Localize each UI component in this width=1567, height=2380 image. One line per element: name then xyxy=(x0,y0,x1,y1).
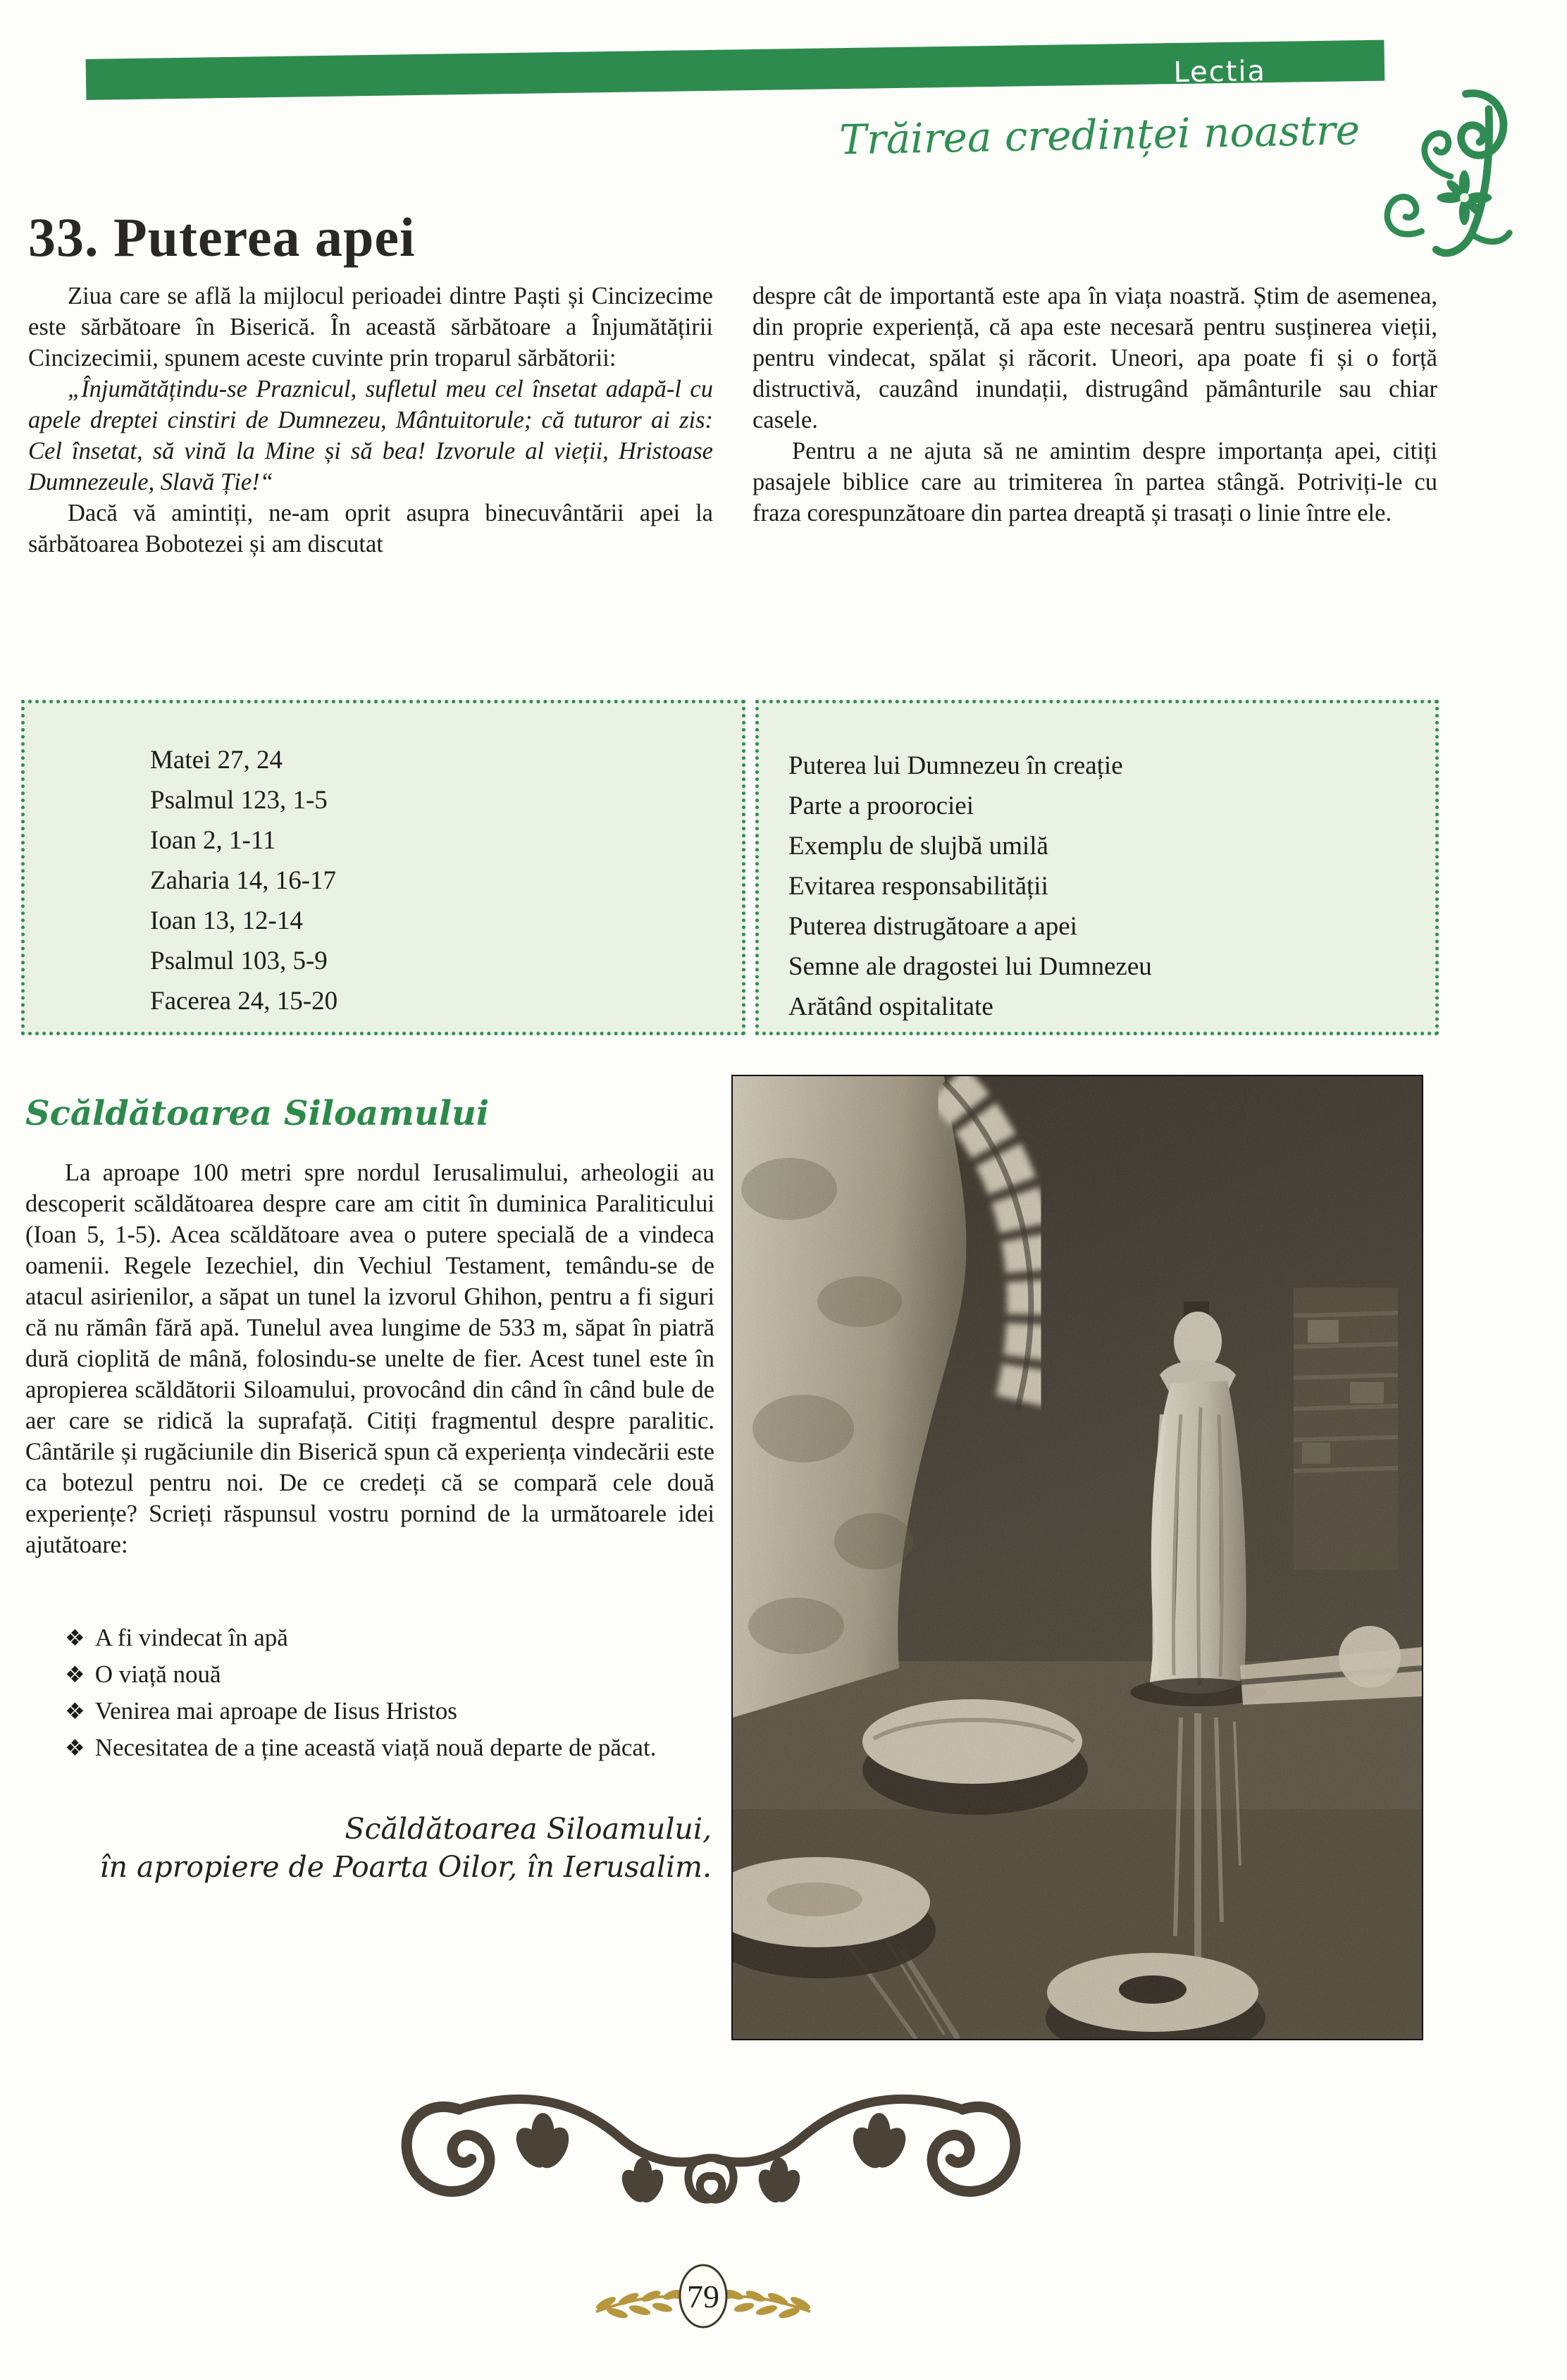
list-item: Zaharia 14, 16-17 xyxy=(150,866,337,895)
floral-scroll-ornament-icon xyxy=(1373,83,1513,270)
list-item: Arătând ospitalitate xyxy=(788,992,993,1021)
diamond-bullet-icon: ❖ xyxy=(65,1698,85,1724)
list-item: Exemplu de slujbă umilă xyxy=(788,832,1048,861)
intro-right-column xyxy=(752,280,1437,560)
double-scroll-flourish-icon xyxy=(392,2080,1030,2238)
paragraph: Pentru a ne ajuta să ne amintim despre importanța apei, citiți pasajele biblice care au trimiterea în partea stângă. Potriviți-le cu fraza corespunzătoare din partea dreaptă și trasați o linie între ele. xyxy=(752,438,1437,526)
bible-references-list xyxy=(25,703,742,1021)
matching-phrases-list xyxy=(759,703,1435,1027)
chapter-script-title: Trăirea credinței noastre xyxy=(838,106,1361,164)
diamond-bullet-icon: ❖ xyxy=(65,1662,85,1687)
siloam-section xyxy=(25,1094,714,1886)
photo-scene xyxy=(733,1076,1422,2039)
page-title: 33. Puterea apei xyxy=(28,206,416,269)
page-number: 79 xyxy=(687,2279,719,2314)
troparion-quote: „Înjumătățindu-se Praznicul, sufletul meu cel însetat adapă-l cu apele dreptei cinstiri de Dumnezeu, Mântuitorule; că tuturor ai zis: Cel însetat, să vină la Mine și să bea! Izvorule al vieții, Hristoase Dumnezeule, Slavă Ție!“ xyxy=(28,376,713,495)
diamond-bullet-icon: ❖ xyxy=(65,1625,85,1651)
list-item: Facerea 24, 15-20 xyxy=(150,987,338,1016)
photo-caption: Scăldătoarea Siloamului, în apropiere de Poarta Oilor, în Ierusalim. xyxy=(99,1812,712,1884)
list-item: Ioan 13, 12-14 xyxy=(150,906,303,935)
list-item: Matei 27, 24 xyxy=(150,746,283,775)
lesson-label: Lecția xyxy=(1173,55,1267,90)
list-item: Puterea distrugătoare a apei xyxy=(788,912,1077,941)
list-item: Puterea lui Dumnezeu în creație xyxy=(788,751,1123,780)
section-paragraph: La aproape 100 metri spre nordul Ierusalimului, arheologii au descoperit scăldătoarea despre care am citit în duminica Paraliticului (Ioan 5, 1-5). Acea scăldătoare avea o putere specială de a vindeca oamenii. Regele Iezechiel, din Vechiul Testament, temându-se de atacul asirienilor, a săpat un tunel la izvorul Ghihon, pentru a fi siguri că nu rămân fără apă. Tunelul avea lungime de 533 m, săpat în piatră dură cioplită de mână, folosindu-se unelte de fier. Acest tunel este în apropierea scăldătorii Siloamului, provocând din când în când bule de aer care se ridică la suprafață. Citiți fragmentul despre paralitic. Cântările și rugăciunile din Biserică spun că experiența vindecării este ca botezul pentru noi. De ce credeți că se compară cele două experiențe? Scrieți răspunsul vostru pornind de la următoarele idei ajutătoare: xyxy=(25,1159,714,1558)
lesson-header-bar xyxy=(86,40,1385,100)
diamond-bullet-icon: ❖ xyxy=(65,1735,85,1761)
helper-ideas-list xyxy=(25,1620,714,1766)
list-item: ❖ O viață nouă xyxy=(65,1660,221,1688)
bible-references-box xyxy=(21,700,745,1035)
list-item: ❖ Necesitatea de a ține această viață nouă departe de păcat. xyxy=(65,1734,657,1761)
siloam-pool-photo xyxy=(733,1076,1422,2039)
laurel-page-number xyxy=(555,2255,851,2343)
list-item: ❖ Venirea mai aproape de Iisus Hristos xyxy=(65,1697,457,1725)
list-item: Psalmul 103, 5-9 xyxy=(150,947,328,975)
section-heading: Scăldătoarea Siloamului xyxy=(25,1094,490,1133)
list-item: Ioan 2, 1-11 xyxy=(150,826,276,855)
paragraph: despre cât de importantă este apa în viața noastră. Știm de asemenea, din proprie experiență, că apa este necesară pentru susținerea vieții, pentru vindecat, spălat și răcorit. Uneori, apa poate fi și o forță distructivă, cauzând inundații, distrugând pământurile sau chiar casele. xyxy=(752,283,1437,433)
paragraph: Dacă vă amintiți, ne-am oprit asupra binecuvântării apei la sărbătoarea Bobotezei și am discutat xyxy=(28,500,713,557)
intro-left-column xyxy=(28,280,713,560)
list-item: Psalmul 123, 1-5 xyxy=(150,786,328,815)
list-item: ❖ A fi vindecat în apă xyxy=(65,1624,288,1651)
list-item: Semne ale dragostei lui Dumnezeu xyxy=(788,952,1152,981)
intro-text-columns xyxy=(28,280,1437,560)
matching-phrases-box xyxy=(755,700,1439,1035)
list-item: Parte a proorociei xyxy=(788,791,974,820)
paragraph: Ziua care se află la mijlocul perioadei dintre Paști și Cincizecime este sărbătoare în Biserică. În această sărbătoare a Înjumătățirii Cincizecimii, spunem aceste cuvinte prin troparul sărbătorii: xyxy=(28,283,713,371)
list-item: Evitarea responsabilității xyxy=(788,872,1048,901)
